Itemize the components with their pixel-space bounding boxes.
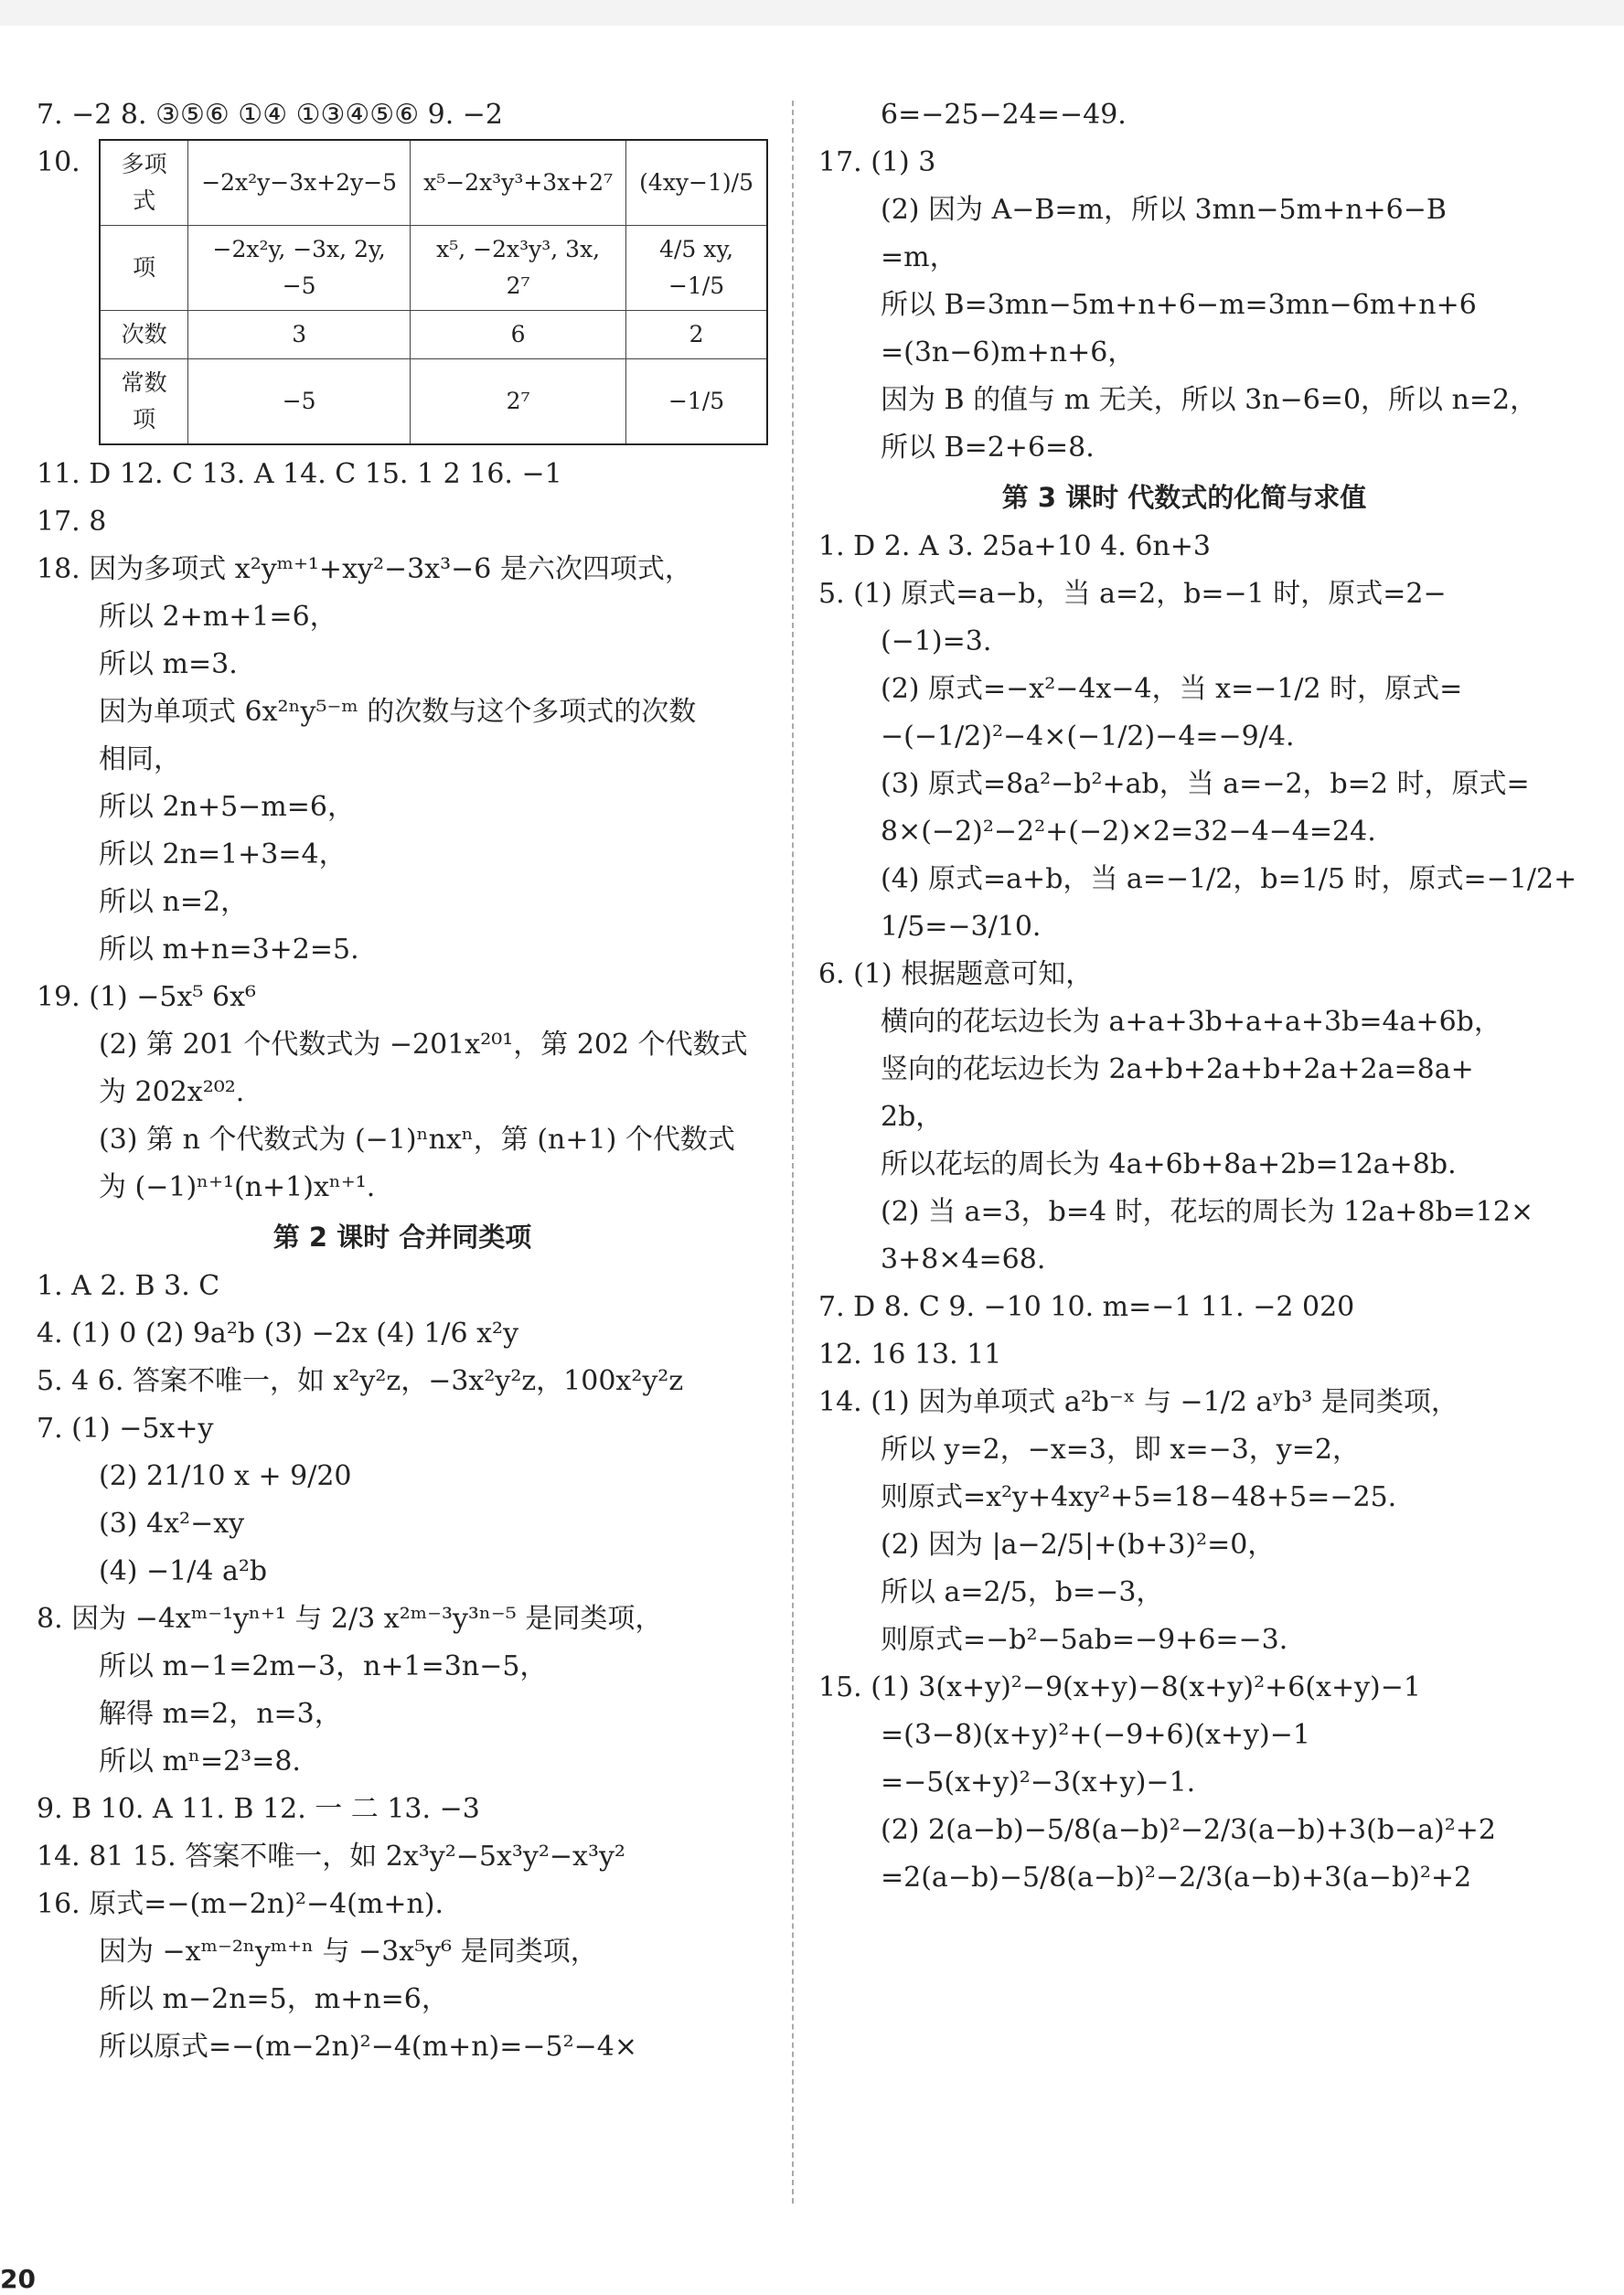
answer-line: 14. 81 15. 答案不唯一，如 2x³y²−5x³y²−x³y² xyxy=(37,1841,625,1873)
answer-line: =(3−8)(x+y)²+(−9+6)(x+y)−1 xyxy=(881,1719,1310,1751)
answer-line: (2) 第 201 个代数式为 −201x²⁰¹，第 202 个代数式 xyxy=(99,1029,748,1061)
answer-line: 5. 4 6. 答案不唯一，如 x²y²z，−3x²y²z，100x²y²z xyxy=(37,1365,684,1397)
answer-line: (2) 原式=−x²−4x−4，当 x=−1/2 时，原式= xyxy=(881,673,1463,705)
answer-line: 3+8×4=68. xyxy=(881,1244,1046,1276)
answer-line: 则原式=x²y+4xy²+5=18−48+5=−25. xyxy=(881,1481,1397,1513)
answer-line: 所以 2+m+1=6， xyxy=(99,601,337,633)
answer-line: 所以 m−2n=5，m+n=6， xyxy=(99,1983,449,2015)
answer-line: 所以 B=3mn−5m+n+6−m=3mn−6m+n+6 xyxy=(881,289,1477,321)
answer-line: (3) 4x²−xy xyxy=(99,1508,245,1540)
table-cell: 多项式 xyxy=(100,140,188,226)
section-title: 第 3 课时 代数式的化简与求值 xyxy=(1001,482,1367,513)
answer-line: 7. −2 8. ③⑤⑥ ①④ ①③④⑤⑥ 9. −2 xyxy=(37,99,504,131)
answer-line: 竖向的花坛边长为 2a+b+2a+b+2a+2a=8a+ xyxy=(881,1053,1474,1085)
table-cell: x⁵−2x³y³+3x+2⁷ xyxy=(411,140,626,226)
table-cell: −2x²y, −3x, 2y, −5 xyxy=(188,226,411,311)
answer-line: (3) 原式=8a²−b²+ab，当 a=−2，b=2 时，原式= xyxy=(881,768,1530,800)
column-divider xyxy=(792,101,794,2204)
answer-line: 15. (1) 3(x+y)²−9(x+y)−8(x+y)²+6(x+y)−1 xyxy=(818,1671,1421,1703)
answer-line: =2(a−b)−5/8(a−b)²−2/3(a−b)+3(a−b)²+2 xyxy=(881,1862,1472,1894)
answer-line: 则原式=−b²−5ab=−9+6=−3. xyxy=(881,1624,1288,1656)
answer-line: 所以 2n=1+3=4， xyxy=(99,838,347,870)
answer-line: (4) −1/4 a²b xyxy=(99,1555,268,1587)
answer-line: (3) 第 n 个代数式为 (−1)ⁿnxⁿ，第 (n+1) 个代数式 xyxy=(99,1124,735,1156)
answer-line: 18. 因为多项式 x²yᵐ⁺¹+xy²−3x³−6 是六次四项式， xyxy=(37,553,692,585)
answer-line: 所以花坛的周长为 4a+6b+8a+2b=12a+8b. xyxy=(881,1148,1457,1180)
answer-line: 所以 m−1=2m−3，n+1=3n−5， xyxy=(99,1650,548,1682)
answer-line: 6=−25−24=−49. xyxy=(881,99,1127,131)
table-cell: 6 xyxy=(411,311,626,359)
answer-line: 17. 8 xyxy=(37,506,107,538)
answer-line: 所以 m=3. xyxy=(99,648,238,680)
table-cell: 2⁷ xyxy=(411,359,626,445)
answer-line: 12. 16 13. 11 xyxy=(818,1339,1002,1371)
answer-line: 横向的花坛边长为 a+a+3b+a+a+3b=4a+6b， xyxy=(881,1006,1501,1038)
table-cell: 常数项 xyxy=(100,359,188,445)
answer-line: 所以原式=−(m−2n)²−4(m+n)=−5²−4× xyxy=(99,2031,637,2063)
answer-line: 为 (−1)ⁿ⁺¹(n+1)xⁿ⁺¹. xyxy=(99,1171,376,1203)
answer-line: 9. B 10. A 11. B 12. 一 二 13. −3 xyxy=(37,1793,480,1825)
answer-line: 相同， xyxy=(99,743,181,775)
answer-line: 所以 n=2， xyxy=(99,886,249,918)
answer-line: 1. A 2. B 3. C xyxy=(37,1270,220,1302)
question-number: 10. xyxy=(37,146,80,178)
answer-line: (2) 2(a−b)−5/8(a−b)²−2/3(a−b)+3(b−a)²+2 xyxy=(881,1814,1496,1846)
table-cell: x⁵, −2x³y³, 3x, 2⁷ xyxy=(411,226,626,311)
table-cell: −1/5 xyxy=(626,359,767,445)
answer-line: 因为 −xᵐ⁻²ⁿyᵐ⁺ⁿ 与 −3x⁵y⁶ 是同类项， xyxy=(99,1936,598,1968)
table-cell: 项 xyxy=(100,226,188,311)
top-band xyxy=(0,0,1624,26)
answer-line: 11. D 12. C 13. A 14. C 15. 1 2 16. −1 xyxy=(37,458,562,490)
table-cell: (4xy−1)/5 xyxy=(626,140,767,226)
answer-line: 1. D 2. A 3. 25a+10 4. 6n+3 xyxy=(818,530,1211,562)
table-cell: −2x²y−3x+2y−5 xyxy=(188,140,411,226)
section-title: 第 2 课时 合并同类项 xyxy=(272,1222,532,1253)
answer-line: (4) 原式=a+b，当 a=−1/2，b=1/5 时，原式=−1/2+ xyxy=(881,863,1577,895)
table-cell: 2 xyxy=(626,311,767,359)
answer-line: 2b， xyxy=(881,1101,944,1133)
answer-line: 8×(−2)²−2²+(−2)×2=32−4−4=24. xyxy=(881,816,1376,848)
answer-line: 所以 a=2/5，b=−3， xyxy=(881,1576,1164,1608)
answer-line: 解得 m=2，n=3， xyxy=(99,1698,342,1730)
answer-line: (2) 因为 |a−2/5|+(b+3)²=0， xyxy=(881,1529,1276,1561)
answer-line: (−1)=3. xyxy=(881,625,992,657)
answer-line: 因为 B 的值与 m 无关，所以 3n−6=0，所以 n=2， xyxy=(881,384,1538,416)
answer-line: 4. (1) 0 (2) 9a²b (3) −2x (4) 1/6 x²y xyxy=(37,1318,519,1350)
answer-line: 5. (1) 原式=a−b，当 a=2，b=−1 时，原式=2− xyxy=(818,578,1447,610)
answer-line: 17. (1) 3 xyxy=(818,146,936,178)
table-cell: −5 xyxy=(188,359,411,445)
table-cell: 3 xyxy=(188,311,411,359)
answer-line: 7. (1) −5x+y xyxy=(37,1413,214,1445)
answer-line: (2) 当 a=3，b=4 时，花坛的周长为 12a+8b=12× xyxy=(881,1196,1534,1228)
answer-line: (2) 因为 A−B=m，所以 3mn−5m+n+6−B xyxy=(881,194,1447,226)
answer-line: 为 202x²⁰². xyxy=(99,1076,245,1108)
answer-table xyxy=(99,139,768,445)
answer-line: =−5(x+y)²−3(x+y)−1. xyxy=(881,1767,1196,1799)
answer-line: 所以 2n+5−m=6， xyxy=(99,791,355,823)
answer-line: 所以 y=2，−x=3，即 x=−3，y=2， xyxy=(881,1434,1360,1466)
answer-line: 所以 m+n=3+2=5. xyxy=(99,934,359,966)
answer-line: 14. (1) 因为单项式 a²b⁻ˣ 与 −1/2 aʸb³ 是同类项， xyxy=(818,1386,1458,1418)
answer-line: 所以 mⁿ=2³=8. xyxy=(99,1745,301,1777)
answer-line: =(3n−6)m+n+6， xyxy=(881,336,1136,368)
answer-line: 1/5=−3/10. xyxy=(881,911,1042,943)
answer-line: (2) 21/10 x + 9/20 xyxy=(99,1460,352,1492)
answer-line: 因为单项式 6x²ⁿy⁵⁻ᵐ 的次数与这个多项式的次数 xyxy=(99,696,697,728)
answer-line: −(−1/2)²−4×(−1/2)−4=−9/4. xyxy=(881,721,1295,753)
answer-line: 8. 因为 −4xᵐ⁻¹yⁿ⁺¹ 与 2/3 x²ᵐ⁻³y³ⁿ⁻⁵ 是同类项， xyxy=(37,1603,663,1635)
answer-line: 6. (1) 根据题意可知， xyxy=(818,958,1094,990)
table-cell: 次数 xyxy=(100,311,188,359)
page-number: 20 xyxy=(0,2264,36,2294)
right-column xyxy=(818,91,1577,1902)
answer-line: 19. (1) −5x⁵ 6x⁶ xyxy=(37,981,257,1013)
answer-line: 16. 原式=−(m−2n)²−4(m+n). xyxy=(37,1888,444,1920)
answer-line: =m， xyxy=(881,241,957,273)
answer-line: 所以 B=2+6=8. xyxy=(881,432,1095,464)
left-column xyxy=(37,91,768,2071)
answer-line: 7. D 8. C 9. −10 10. m=−1 11. −2 020 xyxy=(818,1291,1355,1323)
table-cell: 4/5 xy, −1/5 xyxy=(626,226,767,311)
